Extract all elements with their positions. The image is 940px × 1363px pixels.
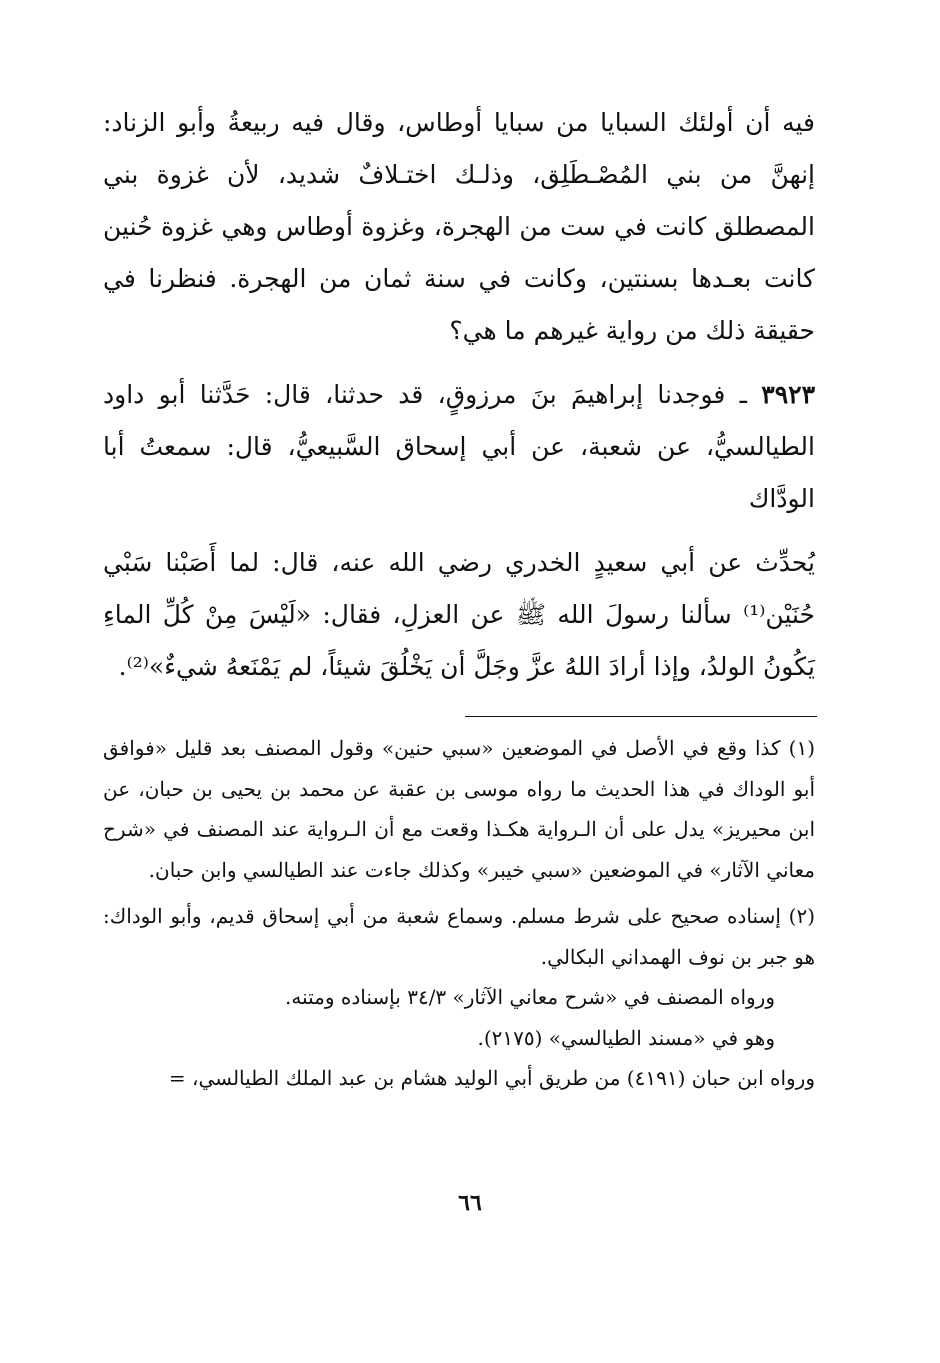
- paragraph-intro: فيه أن أولئك السبايا من سبايا أوطاس، وقال فيه ربيعةُ وأبو الزناد: إنهنَّ من بني المُصْـطَلِق، وذلـك اختـلافٌ شديد، لأن غزوة بني المصطلق كانت في ست من الهجرة، وغزوة أوطاس وهي غزوة حُنين كانت بعـدها بسنتين، وكانت في سنة ثمان من الهجرة. فنظرنا في حقيقة ذلك من رواية غيرهم ما هي؟: [103, 108, 815, 345]
- footnote-2: (٢) إسناده صحيح على شرط مسلم. وسماع شعبة من أبي إسحاق قديم، وأبو الوداك: هو جبر بن نوف الهمداني البكالي.: [103, 904, 815, 969]
- page-number: ٦٦: [458, 1190, 482, 1216]
- hadith-isnad-text: ـ فوجدنا إبراهيمَ بنَ مرزوقٍ، قد حدثنا، قال: حَدَّثنا أبو داود الطيالسيُّ، عن شعبة، عن أبي إسحاق السَّبيعيُّ، قال: سمعتُ أبا الودَّاك: [103, 380, 815, 513]
- paragraph-hadith-matn: يُحدِّث عن أبي سعيدٍ الخدري رضي الله عنه، قال: لما أَصَبْنا سَبْي حُنَيْن⁽¹⁾ سألنا رسولَ الله ﷺ عن العزلِ، فقال: «لَيْسَ مِنْ كُلِّ الماءِ يَكُونُ الولدُ، وإذا أرادَ اللهُ عزَّ وجَلَّ أن يَخْلُقَ شيئاً، لم يَمْنَعهُ شيءٌ»⁽²⁾.: [103, 548, 815, 681]
- footnote-1: (١) كذا وقع في الأصل في الموضعين «سبي حنين» وقول المصنف بعد قليل «فوافق أبو الوداك في هذا الحديث ما رواه موسى بن عقبة عن محمد بن يحيى بن حبان، عن ابن محيريز» يدل على أن الـرواية هكـذا وقعت مع أن الـرواية عند المصنف في «شرح معاني الآثار» في الموضعين «سبي خيبر» وكذلك جاءت عند الطيالسي وابن حبان.: [103, 736, 815, 882]
- footnote-2-line-2: ورواه المصنف في «شرح معاني الآثار» ٣٤/٣ بإسناده ومتنه.: [285, 985, 775, 1009]
- footnotes: [103, 728, 815, 1099]
- footnote-divider: [465, 716, 817, 717]
- footnote-2-line-4: ورواه ابن حبان (٤١٩١) من طريق أبي الوليد هشام بن عبد الملك الطيالسي، =: [168, 1066, 815, 1090]
- hadith-number: ٣٩٢٣: [761, 380, 815, 409]
- main-text: [103, 97, 815, 693]
- paragraph-hadith-isnad: [103, 369, 815, 525]
- footnote-2-line-3: وهو في «مسند الطيالسي» (٢١٧٥).: [477, 1025, 775, 1050]
